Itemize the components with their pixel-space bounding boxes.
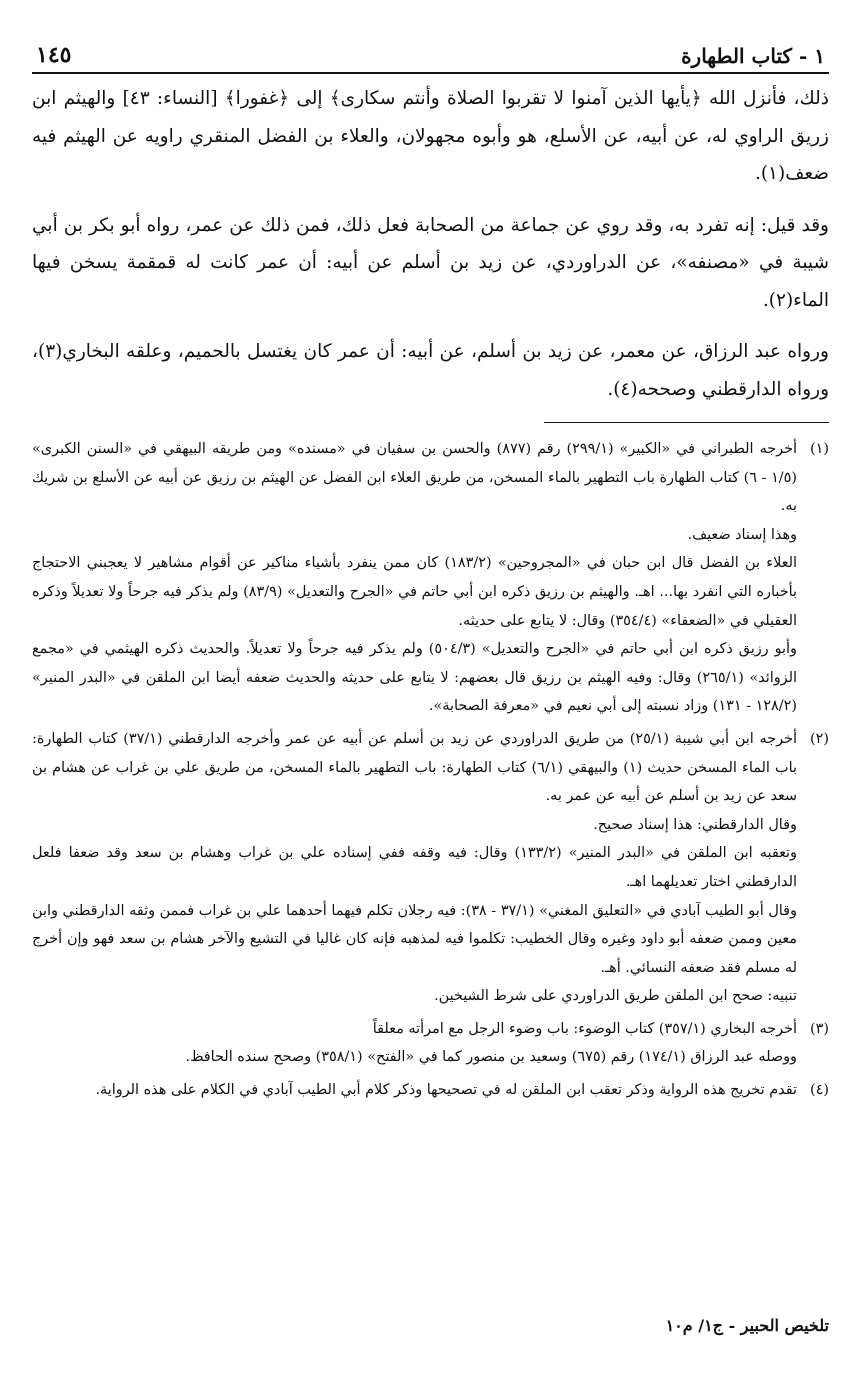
running-header: [32, 30, 829, 74]
footnotes: [32, 435, 829, 1105]
footnote-text: وتعقبه ابن الملقن في «البدر المنير» (١٣٣/٢) وقال: فيه وقفه ففي إسناده علي بن غراب وهشام بن سعد وقد ضعفا فلعل الدارقطني اختار تعديلهما اهـ.: [32, 845, 797, 890]
page-number: ١٤٥: [36, 42, 72, 68]
footnote-number: (٤): [810, 1082, 829, 1099]
footnote-text: العلاء بن الفضل قال ابن حبان في «المجروحين» (١٨٣/٢) كان ممن ينفرد بأشياء مناكير عن أقوام مشاهير لا يعجبني الاحتجاج بأخباره التي انفرد بها... اهـ. والهيثم بن رزيق ذكره ابن أبي حاتم في «الجرح والتعديل» (٨٣/٩) ولم يذكر فيه جرحاً ولا تعديلاً وذكره العقيلي في «الضعفاء» (٣٥٤/٤) وقال: لا يتابع على حديثه.: [32, 555, 797, 629]
footnote-text: تقدم تخريج هذه الرواية وذكر تعقب ابن الملقن له في تصحيحها وذكر كلام أبي الطيب آبادي في الكلام على هذه الرواية.: [95, 1082, 797, 1099]
footnote-text: ووصله عبد الرزاق (١٧٤/١) رقم (٦٧٥) وسعيد بن منصور كما في «الفتح» (٣٥٨/١) وصحح سنده الحافظ.: [185, 1049, 797, 1066]
footnote: [32, 435, 829, 721]
footnote: [32, 1076, 829, 1105]
main-paragraph: ورواه عبد الرزاق، عن معمر، عن زيد بن أسلم، عن أبيه: أن عمر كان يغتسل بالحميم، وعلقه البخاري(٣)، ورواه الدارقطني وصححه(٤).: [32, 341, 829, 400]
footnote-text: وقال أبو الطيب آبادي في «التعليق المغني» (٣٧/١ - ٣٨): فيه رجلان تكلم فيهما أحدهما علي بن غراب فممن وثقه الدارقطني وابن معين وممن ضعفه أبو داود وغيره وقال الخطيب: تكلموا فيه لمذهبه فإنه كان غاليا في التشيع والآخر هشام بن سعد فهو وإن أخرج له مسلم فقد ضعفه النسائي. أهـ.: [32, 902, 798, 976]
main-text: [32, 80, 829, 408]
footnote-text: أخرجه البخاري (٣٥٧/١) كتاب الوضوء: باب وضوء الرجل مع امرأته معلقاً: [372, 1020, 797, 1037]
footnote-text: وأبو رزيق ذكره ابن أبي حاتم في «الجرح والتعديل» (٥٠٤/٣) ولم يذكر فيه جرحاً ولا تعديلاً. والحديث ذكره الهيثمي في «مجمع الزوائد» (٢٦٥/١) وقال: وفيه الهيثم بن رزيق قال بعضهم: لا يتابع على حديثه والحديث ضعفه أيضا ابن الملقن في «البدر المنير» (١٢٨/٢ - ١٣١) وزاد نسبته إلى أبي نعيم في «معرفة الصحابة».: [32, 641, 797, 715]
footnote-text: تنبيه: صحح ابن الملقن طريق الدراوردي على شرط الشيخين.: [434, 988, 797, 1005]
footnote-number: (٢): [810, 730, 829, 747]
footnote-text: وقال الدارقطني: هذا إسناد صحيح.: [593, 816, 797, 833]
book-page: [32, 30, 829, 1109]
footnote-text: وهذا إسناد ضعيف.: [687, 526, 797, 543]
footnote: [32, 1015, 829, 1072]
footnote-number: (٣): [810, 1020, 829, 1037]
main-paragraph: وقد قيل: إنه تفرد به، وقد روي عن جماعة من الصحابة فعل ذلك، فمن ذلك عن عمر، رواه أبو بكر بن أبي شيبة في «مصنفه»، عن الدراوردي، عن زيد بن أسلم عن أبيه: أن عمر كانت له قمقمة يسخن فيها الماء(٢).: [32, 214, 829, 311]
chapter-title: ١ - كتاب الطهارة: [681, 44, 825, 68]
footnote-text: أخرجه ابن أبي شيبة (٢٥/١) من طريق الدراوردي عن زيد بن أسلم عن أبيه عن عمر وأخرجه الدارقطني (٣٧/١) كتاب الطهارة: باب الماء المسخن حديث (١) والبيهقي (٦/١) كتاب الطهارة: باب التطهير بالماء المسخن، من طريق علي بن غراب عن هشام بن سعد عن زيد بن أسلم عن أبيه عن عمر به.: [32, 730, 798, 805]
footnote-number: (١): [810, 441, 829, 457]
footnote: [32, 725, 829, 1011]
main-paragraph: ذلك، فأنزل الله ﴿يأيها الذين آمنوا لا تقربوا الصلاة وأنتم سكارى﴾ إلى ﴿غفورا﴾ [النساء: ٤٣] والهيثم ابن زريق الراوي له، عن أبيه، عن الأسلع، هو وأبوه مجهولان، والعلاء بن الفضل المنقري راويه عن الهيثم فيه ضعف(١).: [32, 88, 829, 184]
footnote-text: أخرجه الطبراني في «الكبير» (٢٩٩/١) رقم (٨٧٧) والحسن بن سفيان في «مسنده» ومن طريقه البيهقي في «السنن الكبرى» (١/٥ - ٦) كتاب الطهارة باب التطهير بالماء المسخن، من طريق العلاء ابن الفضل عن الهيثم بن رزيق عن أبيه عن الأسلع بن شريك به.: [32, 441, 798, 515]
footnote-separator: [544, 422, 829, 423]
book-signature: تلخيص الحبير - ج١/ م١٠: [665, 1316, 829, 1335]
